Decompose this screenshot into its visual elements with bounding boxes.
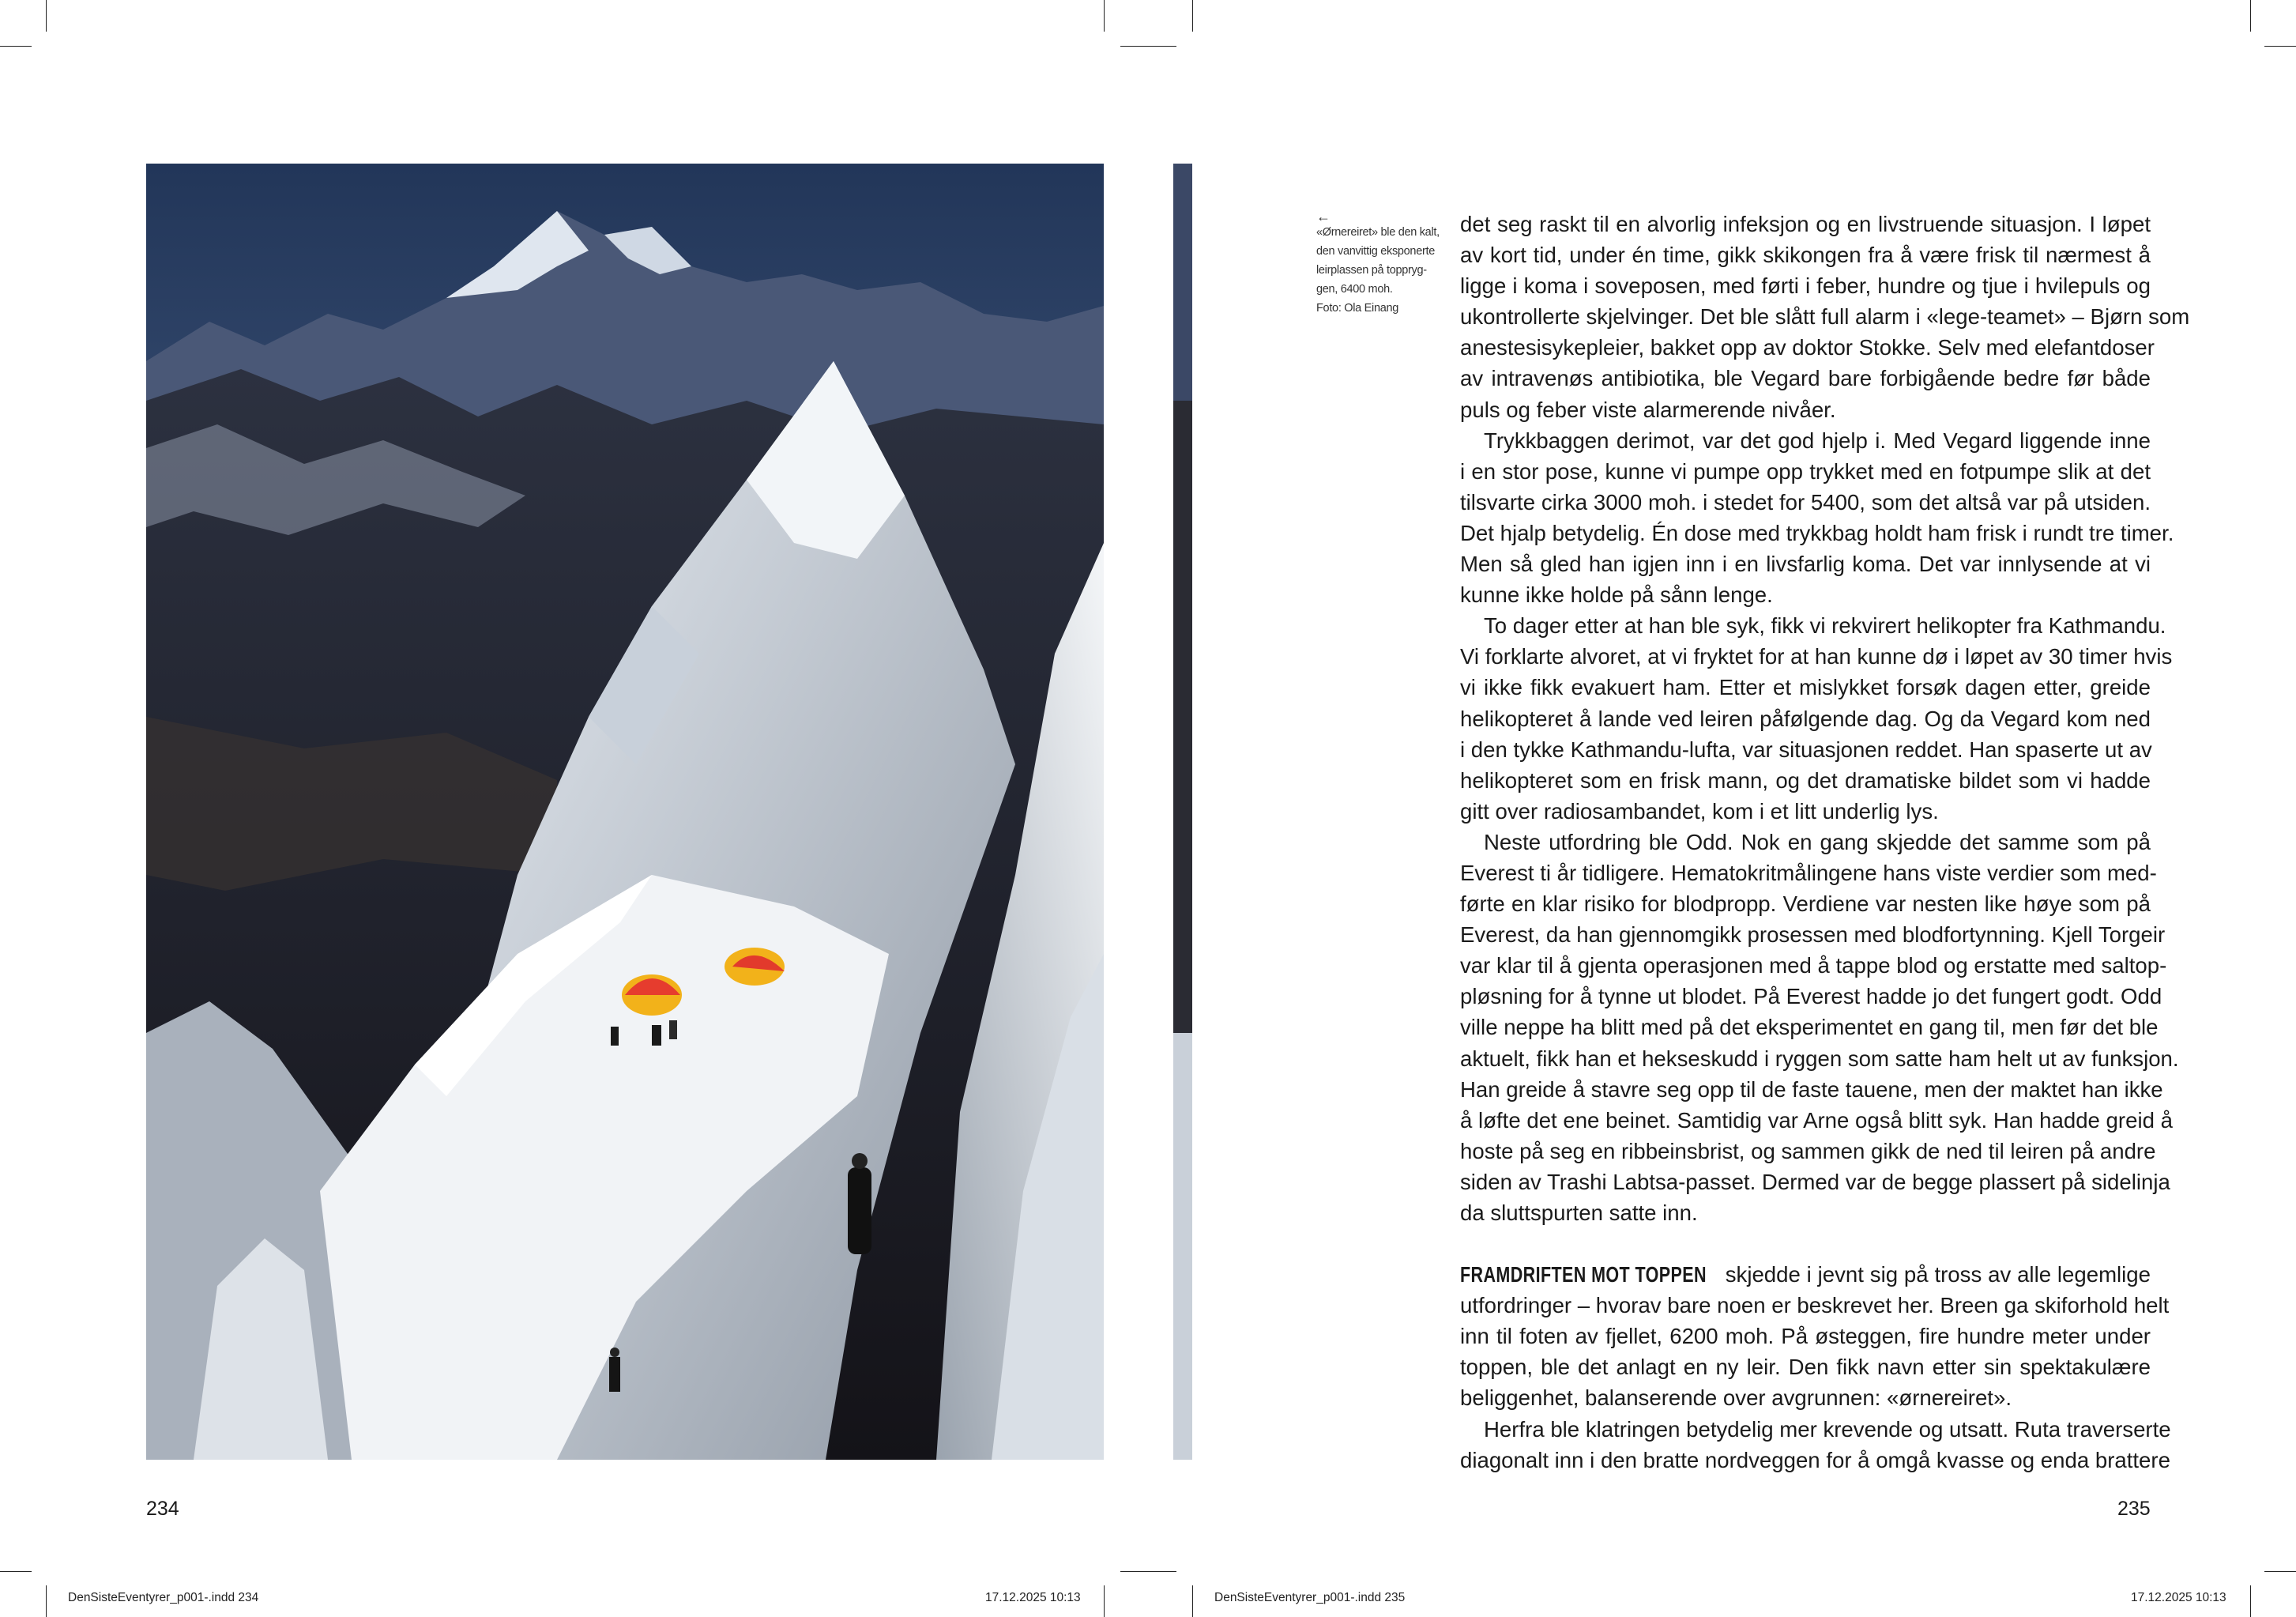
- crop-mark: [1145, 1571, 1176, 1572]
- text-line: hoste på seg en ribbeinsbrist, og sammen gikk de ned til leiren på andre: [1460, 1138, 2156, 1163]
- text-line: inn til foten av fjellet, 6200 moh. På østeggen, fire hundre meter under: [1460, 1324, 2151, 1349]
- text-line: Neste utfordring ble Odd. Nok en gang skjedde det samme som på: [1484, 829, 2151, 854]
- mountain-photo: [146, 164, 1104, 1460]
- text-line: Det hjalp betydelig. Én dose med trykkbag holdt ham frisk i rundt tre timer.: [1460, 520, 2174, 545]
- text-line: skjedde i jevnt sig på tross av alle legemlige: [1725, 1262, 2151, 1287]
- page-number-right: 235: [2117, 1498, 2151, 1520]
- text-line: beliggenhet, balanserende over avgrunnen: «ørnereiret».: [1460, 1385, 2012, 1411]
- slug-filename-left: DenSisteEventyrer_p001-.indd 234: [68, 1591, 259, 1604]
- text-line: Everest, da han gjennomgikk prosessen med blodfortynning. Kjell Torgeir: [1460, 922, 2166, 948]
- caption-line: den vanvittig eksponerte: [1316, 245, 1435, 258]
- text-line: Vi forklarte alvoret, at vi fryktet for at han kunne dø i løpet av 30 timer hvis: [1460, 644, 2173, 669]
- slug-filename-right: DenSisteEventyrer_p001-.indd 235: [1214, 1591, 1406, 1604]
- text-line: utfordringer – hvorav bare noen er beskrevet her. Breen ga skiforhold helt: [1460, 1293, 2170, 1318]
- text-line: av intravenøs antibiotika, ble Vegard bare forbigående bedre før både: [1460, 366, 2151, 391]
- text-line: Han greide å stavre seg opp til de faste tauene, men der maktet han ikke: [1460, 1076, 2163, 1102]
- caption-line: gen, 6400 moh.: [1316, 283, 1393, 296]
- text-line: det seg raskt til en alvorlig infeksjon og en livstruende situasjon. I løpet: [1460, 212, 2151, 236]
- text-line: To dager etter at han ble syk, fikk vi rekvirert helikopter fra Kathmandu.: [1484, 613, 2166, 639]
- photo-bleed-strip: [1173, 164, 1192, 1460]
- crop-mark: [1104, 0, 1105, 32]
- slug-date-left: 17.12.2025 10:13: [985, 1591, 1081, 1604]
- text-line: diagonalt inn i den bratte nordveggen for å omgå kvasse og enda brattere: [1460, 1447, 2170, 1472]
- text-line: helikopteret som en frisk mann, og det dramatiske bildet som vi hadde: [1460, 767, 2151, 793]
- crop-mark: [1192, 0, 1193, 32]
- crop-mark: [2264, 1571, 2296, 1572]
- text-line: toppen, ble det anlagt en ny leir. Den fikk navn etter sin spektakulære: [1460, 1355, 2151, 1380]
- text-line: kunne ikke holde på sånn lenge.: [1460, 582, 1773, 608]
- text-line: var klar til å gjenta operasjonen med å tappe blod og erstatte med saltop-: [1460, 953, 2167, 978]
- crop-mark: [2250, 1585, 2251, 1617]
- text-line: gitt over radiosambandet, kom i et litt underlig lys.: [1460, 798, 1939, 824]
- text-line: i den tykke Kathmandu-lufta, var situasjonen reddet. Han spaserte ut av: [1460, 737, 2152, 762]
- crop-mark: [1104, 1585, 1105, 1617]
- crop-mark: [0, 46, 32, 47]
- arrow-left-icon: ←: [1316, 209, 1331, 224]
- text-line: pløsning for å tynne ut blodet. På Everest hadde jo det fungert godt. Odd: [1460, 984, 2162, 1009]
- caption-line: Foto: Ola Einang: [1316, 302, 1399, 315]
- crop-mark: [46, 0, 47, 32]
- section-first-line: [1460, 1259, 2151, 1290]
- crop-mark: [1192, 1585, 1193, 1617]
- text-line: av kort tid, under én time, gikk skikongen fra å være frisk til nærmest å: [1460, 243, 2151, 268]
- caption-line: «Ørnereiret» ble den kalt,: [1316, 226, 1440, 239]
- text-line: ukontrollerte skjelvinger. Det ble slått full alarm i «lege-teamet» – Bjørn som: [1460, 304, 2190, 330]
- text-line: puls og feber viste alarmerende nivåer.: [1460, 397, 1836, 422]
- text-line: Everest ti år tidligere. Hematokritmålingene hans viste verdier som med-: [1460, 860, 2157, 885]
- body-text: [1460, 209, 2190, 1476]
- text-line: Men så gled han igjen inn i en livsfarlig koma. Det var innlysende at vi: [1460, 552, 2151, 577]
- crop-mark: [1145, 46, 1176, 47]
- crop-mark: [2250, 0, 2251, 32]
- crop-mark: [2264, 46, 2296, 47]
- caption-line: leirplassen på toppryg-: [1316, 264, 1427, 277]
- text-line: da sluttspurten satte inn.: [1460, 1200, 1698, 1225]
- text-line: Herfra ble klatringen betydelig mer krevende og utsatt. Ruta traverserte: [1484, 1416, 2171, 1442]
- crop-mark: [0, 1571, 32, 1572]
- text-line: ville neppe ha blitt med på det eksperimentet en gang til, men før det ble: [1460, 1015, 2159, 1040]
- text-line: siden av Trashi Labtsa-passet. Dermed var de begge plassert på sidelinja: [1460, 1169, 2170, 1194]
- photo-caption: [1316, 209, 1440, 318]
- text-line: anestesisykepleier, bakket opp av doktor Stokke. Selv med elefantdoser: [1460, 335, 2155, 360]
- text-line: tilsvarte cirka 3000 moh. i stedet for 5400, som det altså var på utsiden.: [1460, 489, 2151, 514]
- crop-mark: [46, 1585, 47, 1617]
- text-line: aktuelt, fikk han et hekseskudd i ryggen som satte ham helt ut av funksjon.: [1460, 1046, 2179, 1071]
- slug-date-right: 17.12.2025 10:13: [2131, 1591, 2226, 1604]
- text-line: helikopteret å lande ved leiren påfølgende dag. Og da Vegard kom ned: [1460, 706, 2151, 731]
- text-line: vi ikke fikk evakuert ham. Etter et mislykket forsøk dagen etter, greide: [1460, 675, 2151, 700]
- text-line: ligge i koma i soveposen, med førti i feber, hundre og tjue i hvilepuls og: [1460, 273, 2151, 299]
- text-line: førte en klar risiko for blodpropp. Verdiene var nesten like høye som på: [1460, 891, 2151, 917]
- paragraph-gap: [1460, 1228, 2151, 1259]
- text-line: å løfte det ene beinet. Samtidig var Arne også blitt syk. Han hadde greid å: [1460, 1107, 2173, 1133]
- page-number-left: 234: [146, 1498, 179, 1520]
- text-line: Trykkbaggen derimot, var det god hjelp i. Med Vegard liggende inne: [1484, 428, 2151, 453]
- section-lead-heading: FRAMDRIFTEN MOT TOPPEN: [1460, 1262, 1707, 1287]
- text-line: i en stor pose, kunne vi pumpe opp trykket med en fotpumpe slik at det: [1460, 458, 2151, 484]
